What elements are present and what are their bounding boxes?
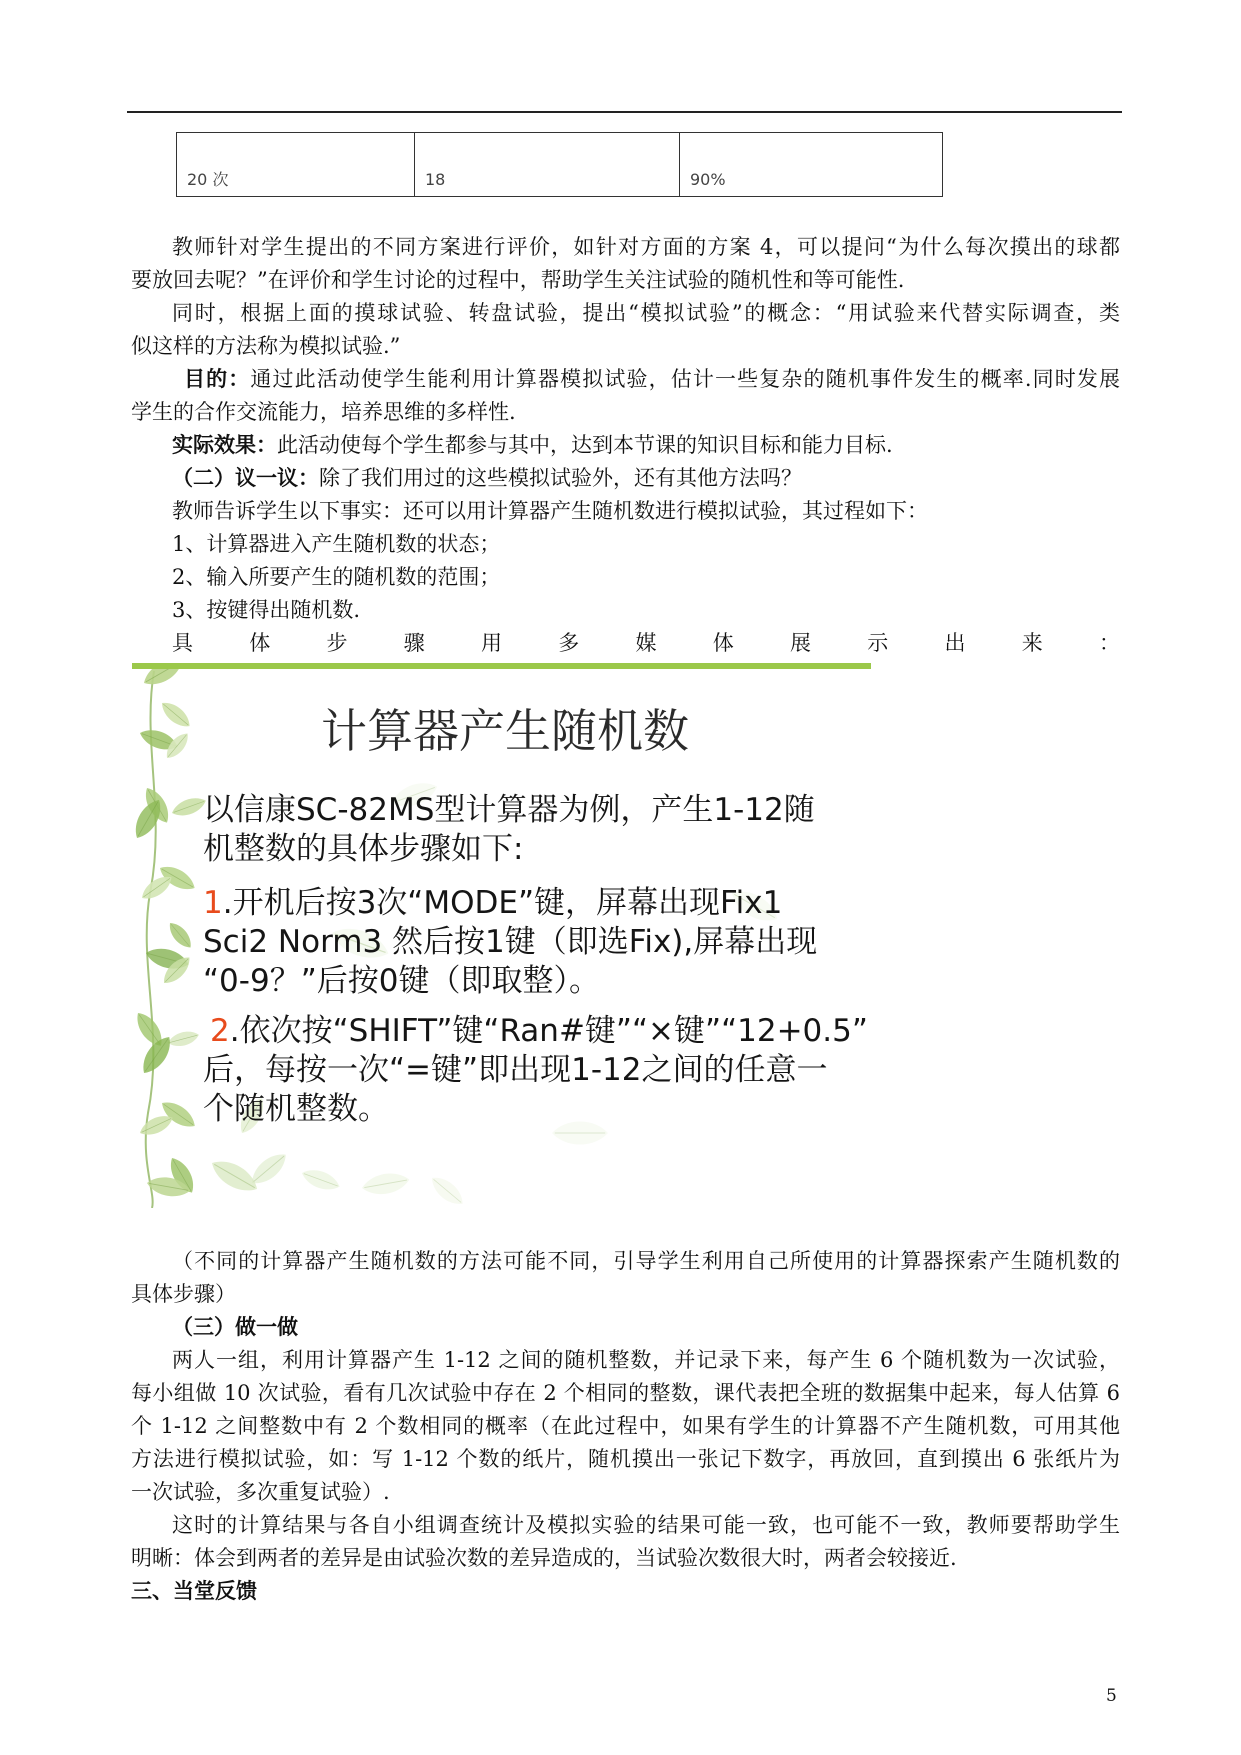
step-item: 2、输入所要产生的随机数的范围；: [172, 565, 501, 589]
slide-step-number: 1: [203, 885, 223, 921]
discuss-heading: （二）议一议：: [172, 465, 319, 490]
paragraph-line: 同时，根据上面的摸球试验、转盘试验，提出“模拟试验”的概念：“用试验来代替实际调查，类: [172, 301, 1120, 325]
purpose-line: [184, 367, 1120, 391]
slide-top-bar: [132, 663, 871, 669]
table-cell-rate: 90%: [690, 170, 726, 189]
paragraph-line: 要放回去呢？”在评价和学生讨论的过程中，帮助学生关注试验的随机性和等可能性.: [131, 268, 905, 292]
slide-step-number: 2: [210, 1013, 230, 1049]
paragraph-line: 这时的计算结果与各自小组调查统计及模拟实验的结果可能一致，也可能不一致，教师要帮助学生: [172, 1513, 1120, 1537]
step-item: 3、按键得出随机数.: [172, 598, 361, 622]
table-cell-count: 18: [415, 133, 680, 196]
slide-step-text: .开机后按3次“MODE”键，屏幕出现Fix1: [222, 885, 783, 921]
paragraph-line: 一次试验，多次重复试验）.: [131, 1480, 390, 1504]
effect-label: 实际效果：: [172, 432, 277, 457]
paragraph-line: 教师针对学生提出的不同方案进行评价，如针对方面的方案 4，可以提问“为什么每次摸出的球都: [172, 235, 1120, 259]
paragraph-line: 每小组做 10 次试验，看有几次试验中存在 2 个相同的整数，课代表把全班的数据集中起来，每人估算 6: [131, 1381, 1120, 1405]
slide-step-line: Sci2 Norm3 然后按1键（即选Fix),屏幕出现: [203, 924, 818, 960]
purpose-label: 目的：: [184, 366, 251, 391]
note-line: 具体步骤）: [131, 1282, 236, 1306]
feedback-heading: 三、当堂反馈: [131, 1578, 257, 1603]
results-table-row: [176, 132, 943, 197]
paragraph-line: 明晰：体会到两者的差异是由试验次数的差异造成的，当试验次数很大时，两者会较接近.: [131, 1546, 957, 1570]
do-heading: （三）做一做: [172, 1314, 298, 1339]
paragraph-line: 个 1-12 之间整数中有 2 个数相同的概率（在此过程中，如果有学生的计算器不产生随机数，可用其他: [131, 1414, 1120, 1438]
slide-title: 计算器产生随机数: [321, 704, 689, 758]
multimedia-line: 具体步骤用多媒体展示出来：: [172, 631, 1120, 655]
slide-step-line: 个随机整数。: [203, 1091, 389, 1127]
paragraph-line: 方法进行模拟试验，如：写 1-12 个数的纸片，随机摸出一张记下数字，再放回，直到摸出 6 张纸片为: [131, 1447, 1120, 1471]
discuss-text: 除了我们用过的这些模拟试验外，还有其他方法吗？: [319, 466, 802, 490]
leaf: [427, 1172, 468, 1208]
slide-step-2: [210, 1013, 868, 1049]
slide-step-1: [203, 885, 782, 921]
table-cell-trials: 20 次: [177, 133, 415, 196]
paragraph-line: 似这样的方法称为模拟试验.”: [131, 334, 401, 358]
slide-intro-line: 机整数的具体步骤如下:: [203, 831, 524, 867]
slide-intro-line: 以信康SC-82MS型计算器为例，产生1-12随: [203, 792, 815, 828]
slide-step-line: 后，每按一次“=键”即出现1-12之间的任意一: [203, 1052, 828, 1088]
purpose-text: 通过此活动使学生能利用计算器模拟试验，估计一些复杂的随机事件发生的概率.同时发展: [250, 367, 1121, 391]
effect-text: 此活动使每个学生都参与其中，达到本节课的知识目标和能力目标.: [277, 433, 893, 457]
note-line: （不同的计算器产生随机数的方法可能不同，引导学生利用自己所使用的计算器探索产生随机数的: [172, 1249, 1120, 1273]
slide-step-text: .依次按“SHIFT”键“Ran#键”“×键”“12+0.5”: [229, 1013, 868, 1049]
discuss-line: [172, 466, 1120, 490]
step-item: 1、计算器进入产生随机数的状态；: [172, 532, 501, 556]
paragraph-line: 教师告诉学生以下事实：还可以用计算器产生随机数进行模拟试验，其过程如下：: [172, 499, 928, 523]
header-rule: [127, 111, 1122, 113]
effect-line: [172, 433, 1120, 457]
page-number: 5: [1106, 1686, 1117, 1706]
calculator-slide-image: [132, 663, 871, 1208]
paragraph-line: 两人一组，利用计算器产生 1-12 之间的随机整数，并记录下来，每产生 6 个随机数为一次试验，: [172, 1348, 1120, 1372]
slide-step-line: “0-9？”后按0键（即取整）。: [203, 963, 600, 999]
paragraph-line: 学生的合作交流能力，培养思维的多样性.: [131, 400, 516, 424]
